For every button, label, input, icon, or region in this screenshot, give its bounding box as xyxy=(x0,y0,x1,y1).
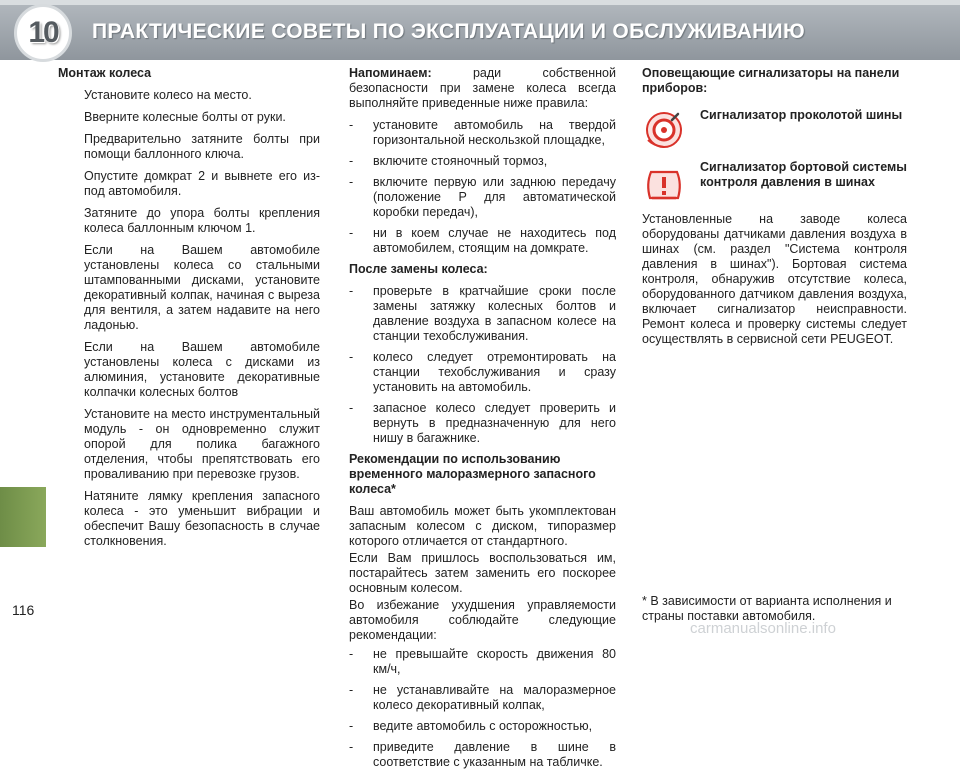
list-marker: - xyxy=(349,647,354,661)
list-marker xyxy=(58,169,84,199)
list-item-text: приведите давление в шине в соответствие с указанным на табличке. xyxy=(373,740,616,769)
list-item xyxy=(58,132,320,162)
list-marker: - xyxy=(349,226,354,240)
list-marker xyxy=(58,88,84,103)
chapter-number: 10 xyxy=(28,16,58,49)
list-marker: - xyxy=(349,154,354,168)
reminder-text: ради собственной безопасности при замене колеса всегда выполняйте приведенные ниже правила: xyxy=(349,66,616,110)
section-heading-spare-wheel: Рекомендации по использованию временного малоразмерного запасного колеса* xyxy=(349,452,596,496)
list-marker: - xyxy=(349,284,354,298)
spare-wheel-recommendations xyxy=(349,647,616,770)
left-column xyxy=(58,66,320,556)
list-marker: - xyxy=(349,740,354,754)
list-item-text: не превышайте скорость движения 80 км/ч, xyxy=(373,647,616,676)
list-item xyxy=(58,110,320,125)
middle-column xyxy=(349,66,616,776)
dash-list-item xyxy=(349,401,616,446)
tyre-pressure-icon xyxy=(642,162,686,202)
dash-list-item xyxy=(349,647,616,677)
list-item-text: включите первую или заднюю передачу (положение P для автоматической коробки передач), xyxy=(373,175,616,219)
list-item-text: Опустите домкрат 2 и вывнете его из-под автомобиля. xyxy=(84,169,320,198)
section-heading-after-change: После замены колеса: xyxy=(349,262,488,276)
right-column xyxy=(642,66,907,349)
list-item-text: Затяните до упора болты крепления колеса баллонным ключом 1. xyxy=(84,206,320,235)
dash-list-item xyxy=(349,118,616,148)
tyre-sensor-paragraph: Установленные на заводе колеса оборудованы датчиками давления воздуха в шинах (см. раздел "Система контроля давления в шинах"). Бортовая система контроля, обнаружив отсутствие колеса, оборудованного датчиком давления воздуха, включает сигнализатор неисправности. Ремонт колеса и проверку системы следует осуществлять в сервисной сети PEUGEOT. xyxy=(642,212,907,346)
list-marker: - xyxy=(349,719,354,733)
list-marker: - xyxy=(349,175,354,189)
list-item-text: запасное колесо следует проверить и вернуть в предназначенную для него нишу в багажнике. xyxy=(373,401,616,445)
list-item-text: Если на Вашем автомобиле установлены колеса со стальными штампованными дисками, установите декоративный колпак, начиная с выреза для вентиля, а затем надавите на него ладонью. xyxy=(84,243,320,332)
dash-list-item xyxy=(349,719,616,734)
dash-list-item xyxy=(349,740,616,770)
chapter-side-tab xyxy=(0,487,46,547)
list-marker: - xyxy=(349,350,354,364)
list-marker xyxy=(58,489,84,549)
tyre-pressure-label: Сигнализатор бортовой системы контроля давления в шинах xyxy=(700,160,907,189)
list-item-text: Предварительно затяните болты при помощи баллонного ключа. xyxy=(84,132,320,161)
dash-list-item xyxy=(349,350,616,395)
wheel-mounting-steps xyxy=(58,88,320,549)
list-item xyxy=(58,206,320,236)
list-item-text: проверьте в кратчайшие сроки после замены затяжку колесных болтов и давление воздуха в запасном колесе на станции техобслуживания. xyxy=(373,284,616,343)
spare-wheel-paragraph-3: Во избежание ухудшения управляемости автомобиля соблюдайте следующие рекомендации: xyxy=(349,598,616,642)
list-item-text: Установите на место инструментальный модуль - он одновременно служит опорой для полика багажного отделения, чтобы препятствовать его проваливанию при перевозке грузов. xyxy=(84,407,320,481)
list-item xyxy=(58,340,320,400)
dash-list-item xyxy=(349,226,616,256)
punctured-tyre-label: Сигнализатор проколотой шины xyxy=(700,108,903,122)
list-item xyxy=(58,243,320,333)
section-heading-wheel-mounting: Монтаж колеса xyxy=(58,66,152,80)
chapter-badge xyxy=(14,4,72,62)
list-marker: - xyxy=(349,401,354,415)
list-marker xyxy=(58,206,84,236)
section-heading-warning-lamps: Оповещающие сигнализаторы на панели приборов: xyxy=(642,66,900,95)
list-item-text: Установите колесо на место. xyxy=(84,88,252,102)
dash-list-item xyxy=(349,175,616,220)
page-header xyxy=(0,0,960,60)
list-marker xyxy=(58,110,84,125)
list-marker: - xyxy=(349,118,354,132)
warning-row-punctured-tyre xyxy=(642,108,907,150)
list-marker xyxy=(58,407,84,482)
footnote: * В зависимости от варианта исполнения и страны поставки автомобиля. xyxy=(642,594,892,623)
list-item-text: Вверните колесные болты от руки. xyxy=(84,110,286,124)
list-item-text: включите стояночный тормоз, xyxy=(373,154,548,168)
list-item-text: ведите автомобиль с осторожностью, xyxy=(373,719,593,733)
safety-rules-list xyxy=(349,118,616,256)
warning-row-tyre-pressure xyxy=(642,160,907,202)
reminder-label: Напоминаем: xyxy=(349,66,432,80)
spare-wheel-paragraph-2: Если Вам пришлось воспользоваться им, постарайтесь затем заменить его поскорее основным колесом. xyxy=(349,551,616,595)
list-item xyxy=(58,169,320,199)
dash-list-item xyxy=(349,284,616,344)
list-marker: - xyxy=(349,683,354,697)
dash-list-item xyxy=(349,154,616,169)
list-marker xyxy=(58,243,84,333)
list-item xyxy=(58,88,320,103)
list-item-text: Если на Вашем автомобиле установлены колеса с дисками из алюминия, установите декоративные колпачки колесных болтов xyxy=(84,340,320,399)
list-marker xyxy=(58,340,84,400)
punctured-tyre-icon xyxy=(642,110,686,150)
watermark-text: carmanualsonline.info xyxy=(690,620,836,637)
list-item-text: не устанавливайте на малоразмерное колесо декоративный колпак, xyxy=(373,683,616,712)
list-item-text: установите автомобиль на твердой горизонтальной нескользкой площадке, xyxy=(373,118,616,147)
list-item xyxy=(58,407,320,482)
list-item xyxy=(58,489,320,549)
page-number: 116 xyxy=(12,602,35,618)
after-change-list xyxy=(349,284,616,446)
spare-wheel-paragraph-1: Ваш автомобиль может быть укомплектован запасным колесом с диском, типоразмер которого отличается от стандартного. xyxy=(349,504,616,548)
list-marker xyxy=(58,132,84,162)
page-title: ПРАКТИЧЕСКИЕ СОВЕТЫ ПО ЭКСПЛУАТАЦИИ И ОБСЛУЖИВАНИЮ xyxy=(92,20,805,43)
list-item-text: Натяните лямку крепления запасного колеса - это уменьшит вибрации и обеспечит Вашу безопасность в случае столкновения. xyxy=(84,489,320,548)
list-item-text: ни в коем случае не находитесь под автомобилем, стоящим на домкрате. xyxy=(373,226,616,255)
dash-list-item xyxy=(349,683,616,713)
reminder-paragraph xyxy=(349,66,616,111)
list-item-text: колесо следует отремонтировать на станции техобслуживания и сразу установить на автомобиль. xyxy=(373,350,616,394)
